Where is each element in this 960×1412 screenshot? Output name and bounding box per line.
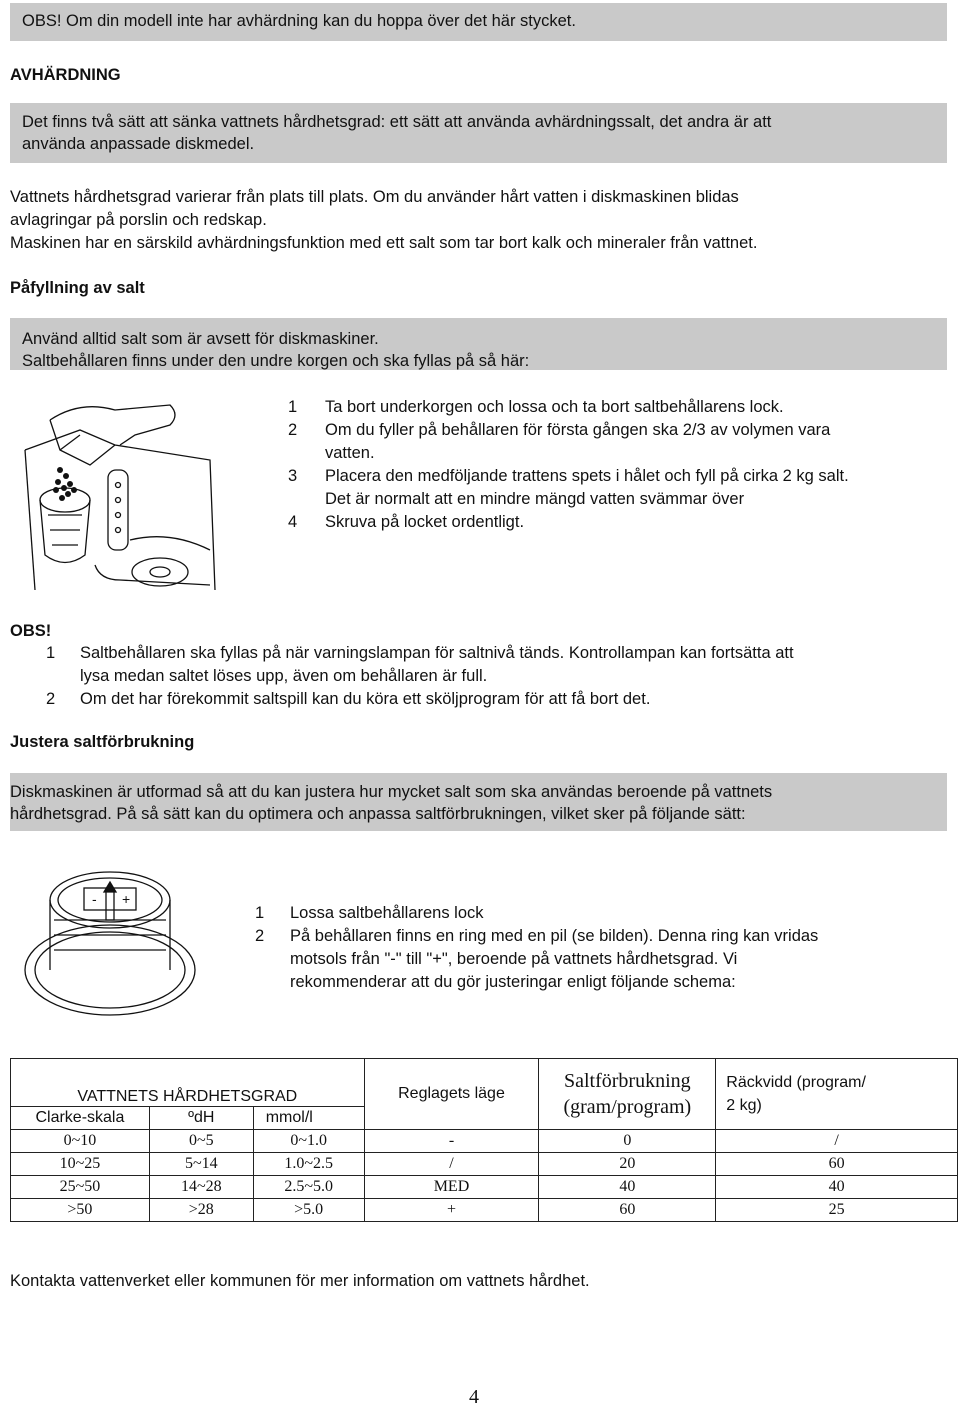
table-cell: 0 [539, 1130, 716, 1153]
avh-para-line: Det finns två sätt att sänka vattnets hårdhetsgrad: ett sätt att använda avhärdningssalt, det andra är att [22, 113, 772, 131]
table-cell: 20 [539, 1153, 716, 1176]
list-number: 2 [288, 421, 298, 439]
list-item-line: Placera den medföljande trattens spets i hålet och fyll på cirka 2 kg salt. [325, 467, 849, 485]
clarke-header: Clarke-skala [11, 1107, 150, 1130]
avhardning-heading: AVHÄRDNING [10, 66, 121, 84]
table-row [11, 1153, 958, 1176]
list-number: 3 [288, 467, 298, 485]
consumption-header-line: Saltförbrukning [564, 1070, 691, 1092]
dh-header: ºdH [149, 1107, 253, 1130]
table-cell: - [364, 1130, 539, 1153]
table-cell: 0~10 [11, 1130, 150, 1153]
obs-heading: OBS! [10, 622, 52, 640]
table-cell: 14~28 [149, 1176, 253, 1199]
table-row [11, 1130, 958, 1153]
table-cell: MED [364, 1176, 539, 1199]
list-item-line: Om det har förekommit saltspill kan du köra ett sköljprogram för att få bort det. [80, 690, 651, 708]
hardness-para-line: Maskinen har en särskild avhärdningsfunktion med ett salt som tar bort kalk och mineraler från vattnet. [10, 234, 758, 252]
list-item-line: vatten. [325, 444, 375, 462]
table-cell: 5~14 [149, 1153, 253, 1176]
table-cell: 0~1.0 [253, 1130, 364, 1153]
table-cell: / [716, 1130, 958, 1153]
table-cell: 25 [716, 1199, 958, 1222]
refill-para-line: Använd alltid salt som är avsett för diskmaskiner. [22, 330, 379, 348]
table-cell: 40 [716, 1176, 958, 1199]
regulator-header: Reglagets läge [364, 1059, 539, 1130]
adjust-para-line: hårdhetsgrad. På så sätt kan du optimera och anpassa saltförbrukningen, vilket sker på följande sätt: [10, 805, 746, 823]
table-cell: 0~5 [149, 1130, 253, 1153]
list-item-line: Det är normalt att en mindre mängd vatten svämmar över [325, 490, 745, 508]
refill-heading: Påfyllning av salt [10, 279, 145, 297]
table-cell: / [364, 1153, 539, 1176]
table-cell: + [364, 1199, 539, 1222]
consumption-header [539, 1059, 716, 1130]
salt-ring-illustration [22, 860, 197, 1020]
list-number: 1 [255, 904, 265, 922]
list-item-line: Ta bort underkorgen och lossa och ta bort saltbehållarens lock. [325, 398, 784, 416]
table-row [11, 1199, 958, 1222]
list-item-line: lysa medan saltet löses upp, även om behållaren är full. [80, 667, 488, 685]
adjust-para-line: Diskmaskinen är utformad så att du kan justera hur mycket salt som ska användas beroende på vattnets [10, 783, 773, 801]
table-cell: 40 [539, 1176, 716, 1199]
hardness-para-line: avlagringar på porslin och redskap. [10, 211, 267, 229]
list-number: 2 [255, 927, 265, 945]
range-header-line: Räckvidd (program/ [726, 1074, 866, 1091]
svg-text:-: - [92, 891, 97, 907]
svg-text:+: + [122, 891, 131, 907]
table-cell: 60 [539, 1199, 716, 1222]
table-cell: >50 [11, 1199, 150, 1222]
list-item-line: rekommenderar att du gör justeringar enligt följande schema: [290, 973, 736, 991]
mmol-header: mmol/l [253, 1107, 364, 1130]
list-number: 4 [288, 513, 298, 531]
list-item-line: På behållaren finns en ring med en pil (se bilden). Denna ring kan vridas [290, 927, 819, 945]
range-header [716, 1059, 958, 1130]
table-row [11, 1176, 958, 1199]
contact-note: Kontakta vattenverket eller kommunen för mer information om vattnets hårdhet. [10, 1272, 590, 1290]
table-header-row [11, 1059, 958, 1107]
list-item-line: Saltbehållaren ska fyllas på när varningslampan för saltnivå tänds. Kontrollampan kan fortsätta att [80, 644, 794, 662]
hardness-para-line: Vattnets hårdhetsgrad varierar från plats till plats. Om du använder hårt vatten i diskmaskinen blidas [10, 188, 739, 206]
table-cell: 1.0~2.5 [253, 1153, 364, 1176]
table-cell: 25~50 [11, 1176, 150, 1199]
list-number: 1 [288, 398, 298, 416]
avh-para-line: använda anpassade diskmedel. [22, 135, 255, 153]
list-item-line: Lossa saltbehållarens lock [290, 904, 484, 922]
table-body [11, 1130, 958, 1222]
table-cell: 10~25 [11, 1153, 150, 1176]
table-cell: >28 [149, 1199, 253, 1222]
range-header-line: 2 kg) [726, 1097, 762, 1114]
table-cell: 60 [716, 1153, 958, 1176]
adjust-heading: Justera saltförbrukning [10, 733, 195, 751]
obs-top-note: OBS! Om din modell inte har avhärdning kan du hoppa över det här stycket. [22, 12, 576, 30]
list-number: 2 [46, 690, 56, 708]
list-item-line: Om du fyller på behållaren för första gången ska 2/3 av volymen vara [325, 421, 831, 439]
hardness-group-header: VATTNETS HÅRDHETSGRAD [11, 1059, 365, 1107]
page-number: 4 [469, 1386, 479, 1408]
table-cell: 2.5~5.0 [253, 1176, 364, 1199]
hardness-table [10, 1058, 958, 1222]
list-item-line: motsols från "-" till "+", beroende på vattnets hårdhetsgrad. Vi [290, 950, 738, 968]
list-number: 1 [46, 644, 56, 662]
consumption-header-line: (gram/program) [563, 1096, 692, 1118]
list-item-line: Skruva på locket ordentligt. [325, 513, 525, 531]
salt-filling-illustration [20, 390, 220, 600]
table-cell: >5.0 [253, 1199, 364, 1222]
refill-para-line: Saltbehållaren finns under den undre korgen och ska fyllas på så här: [22, 352, 530, 370]
